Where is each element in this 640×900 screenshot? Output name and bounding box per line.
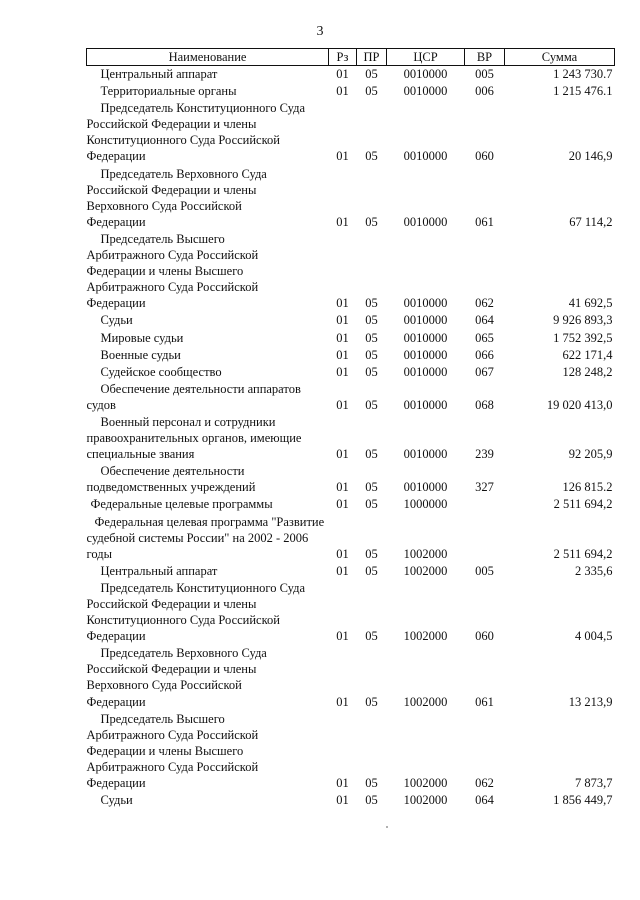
row-name: Военный персонал и сотрудники правоохранительных органов, имеющие специальные звания — [86, 414, 302, 462]
row-csr: 0010000 — [403, 480, 448, 495]
row-csr: 1002000 — [403, 694, 448, 709]
table-row — [87, 792, 615, 809]
row-csr: 0010000 — [403, 67, 448, 81]
header-sum: Сумма — [505, 49, 615, 66]
row-pr: 05 — [365, 546, 378, 561]
row-vr: 006 — [475, 84, 494, 99]
row-rz: 01 — [336, 497, 349, 512]
header-rz: Рз — [329, 49, 357, 66]
row-sum: 4 004,5 — [575, 629, 613, 644]
row-name: Судьи — [100, 793, 133, 808]
row-rz: 01 — [336, 313, 349, 328]
header-pr: ПР — [357, 49, 387, 66]
row-sum: 128 248,2 — [562, 364, 613, 379]
row-rz: 01 — [336, 296, 349, 311]
table-row — [87, 463, 615, 496]
row-name: Судейское сообщество — [100, 364, 222, 379]
table-row — [87, 645, 615, 710]
row-sum: 41 692,5 — [568, 296, 613, 311]
row-csr: 0010000 — [403, 149, 448, 164]
row-name: Центральный аппарат — [100, 67, 218, 81]
row-csr: 1002000 — [403, 563, 448, 578]
row-vr: 061 — [475, 214, 494, 229]
table-row — [87, 312, 615, 329]
row-pr: 05 — [365, 563, 378, 578]
row-pr: 05 — [365, 214, 378, 229]
row-csr: 0010000 — [403, 330, 448, 345]
row-sum: 20 146,9 — [568, 149, 613, 164]
row-pr: 05 — [365, 330, 378, 345]
budget-table — [86, 48, 615, 809]
row-csr: 0010000 — [403, 347, 448, 362]
row-sum: 92 205,9 — [568, 447, 613, 462]
row-name: Председатель Верховного Суда Российской Федерации и члены Верховного Суда Российской Федерации — [86, 166, 267, 229]
table-row — [87, 100, 615, 165]
row-vr — [465, 514, 505, 563]
table-row — [87, 563, 615, 580]
table-row — [87, 330, 615, 347]
row-csr: 1002000 — [403, 776, 448, 791]
row-pr: 05 — [365, 149, 378, 164]
row-pr: 05 — [365, 480, 378, 495]
row-rz: 01 — [336, 347, 349, 362]
header-name: Наименование — [87, 49, 329, 66]
row-rz: 01 — [336, 793, 349, 808]
row-sum: 1 752 392,5 — [553, 330, 613, 345]
row-vr: 065 — [475, 330, 494, 345]
table-row — [87, 83, 615, 100]
row-rz: 01 — [336, 214, 349, 229]
row-pr: 05 — [365, 497, 378, 512]
row-pr: 05 — [365, 364, 378, 379]
row-name: Территориальные органы — [100, 84, 237, 99]
row-rz: 01 — [336, 629, 349, 644]
row-pr: 05 — [365, 776, 378, 791]
row-name: Председатель Конституционного Суда Российской Федерации и члены Конституционного Суда Российской Федерации — [86, 580, 306, 644]
row-sum: 7 873,7 — [575, 776, 613, 791]
row-vr: 060 — [475, 629, 494, 644]
table-row — [87, 514, 615, 563]
row-rz: 01 — [336, 546, 349, 561]
header-csr: ЦСР — [387, 49, 465, 66]
row-rz: 01 — [336, 563, 349, 578]
row-vr: 239 — [475, 447, 494, 462]
table-body — [87, 66, 615, 810]
row-csr: 0010000 — [403, 447, 448, 462]
row-pr: 05 — [365, 67, 378, 81]
row-rz: 01 — [336, 364, 349, 379]
row-csr: 0010000 — [403, 214, 448, 229]
row-vr: 066 — [475, 347, 494, 362]
row-csr: 0010000 — [403, 84, 448, 99]
row-rz: 01 — [336, 694, 349, 709]
row-csr: 1002000 — [403, 546, 448, 561]
row-name: Военные судьи — [100, 347, 181, 362]
row-vr: 327 — [475, 480, 494, 495]
row-sum: 13 213,9 — [568, 694, 613, 709]
table-row — [87, 580, 615, 645]
row-name: Центральный аппарат — [100, 563, 218, 578]
row-pr: 05 — [365, 84, 378, 99]
table-row — [87, 347, 615, 364]
table-row — [87, 364, 615, 381]
row-name: Судьи — [100, 313, 133, 328]
row-csr: 1000000 — [403, 497, 448, 512]
row-vr: 061 — [475, 694, 494, 709]
row-sum: 67 114,2 — [569, 214, 613, 229]
row-rz: 01 — [336, 776, 349, 791]
header-vr: ВР — [465, 49, 505, 66]
row-name: Председатель Высшего Арбитражного Суда Российской Федерации и члены Высшего Арбитражного Суда Российской Федерации — [86, 711, 259, 791]
row-vr: 064 — [475, 793, 494, 808]
row-sum: 2 511 694,2 — [553, 546, 613, 561]
row-rz: 01 — [336, 67, 349, 81]
table-row — [87, 496, 615, 513]
row-sum: 1 856 449,7 — [553, 793, 613, 808]
row-csr: 0010000 — [403, 313, 448, 328]
row-pr: 05 — [365, 397, 378, 412]
row-vr — [465, 496, 505, 513]
row-vr: 067 — [475, 364, 494, 379]
row-sum: 19 020 413,0 — [546, 397, 613, 412]
row-sum: 1 215 476.1 — [553, 84, 613, 99]
row-name: Председатель Высшего Арбитражного Суда Российской Федерации и члены Высшего Арбитражного Суда Российской Федерации — [86, 231, 259, 311]
row-sum: 9 926 893,3 — [553, 313, 613, 328]
row-csr: 0010000 — [403, 296, 448, 311]
row-name: Федеральные целевые программы — [90, 497, 273, 512]
table-row — [87, 381, 615, 414]
row-rz: 01 — [336, 397, 349, 412]
row-pr: 05 — [365, 313, 378, 328]
row-csr: 0010000 — [403, 364, 448, 379]
table-header-row — [87, 49, 615, 66]
table-row — [87, 711, 615, 792]
table-row — [87, 231, 615, 312]
row-pr: 05 — [365, 296, 378, 311]
table-row — [87, 66, 615, 84]
row-vr: 062 — [475, 296, 494, 311]
row-pr: 05 — [365, 694, 378, 709]
row-rz: 01 — [336, 447, 349, 462]
row-sum: 126 815.2 — [562, 480, 613, 495]
row-vr: 005 — [475, 67, 494, 81]
row-csr: 0010000 — [403, 397, 448, 412]
row-name: Обеспечение деятельности аппаратов судов — [86, 381, 301, 412]
row-name: Председатель Конституционного Суда Российской Федерации и члены Конституционного Суда Российской Федерации — [86, 101, 306, 164]
row-rz: 01 — [336, 330, 349, 345]
row-csr: 1002000 — [403, 629, 448, 644]
row-pr: 05 — [365, 447, 378, 462]
page-number: 3 — [316, 24, 324, 39]
row-rz: 01 — [336, 149, 349, 164]
row-csr: 1002000 — [403, 793, 448, 808]
row-name: Обеспечение деятельности подведомственных учреждений — [86, 464, 256, 495]
row-vr: 060 — [475, 149, 494, 164]
scan-speck — [386, 826, 388, 828]
table-row — [87, 414, 615, 463]
row-vr: 064 — [475, 313, 494, 328]
row-sum: 2 335,6 — [575, 563, 613, 578]
table-row — [87, 166, 615, 231]
row-rz: 01 — [336, 480, 349, 495]
row-vr: 005 — [475, 563, 494, 578]
row-pr: 05 — [365, 793, 378, 808]
row-sum: 2 511 694,2 — [553, 497, 613, 512]
row-pr: 05 — [365, 629, 378, 644]
row-name: Председатель Верховного Суда Российской Федерации и члены Верховного Суда Российской Федерации — [86, 646, 267, 709]
row-name: Федеральная целевая программа "Развитие судебной системы России" на 2002 - 2006 годы — [86, 514, 325, 561]
row-vr: 062 — [475, 776, 494, 791]
row-pr: 05 — [365, 347, 378, 362]
row-sum: 622 171,4 — [562, 347, 613, 362]
row-sum: 1 243 730.7 — [553, 67, 613, 81]
row-vr: 068 — [475, 397, 494, 412]
row-name: Мировые судьи — [100, 330, 184, 345]
row-rz: 01 — [336, 84, 349, 99]
